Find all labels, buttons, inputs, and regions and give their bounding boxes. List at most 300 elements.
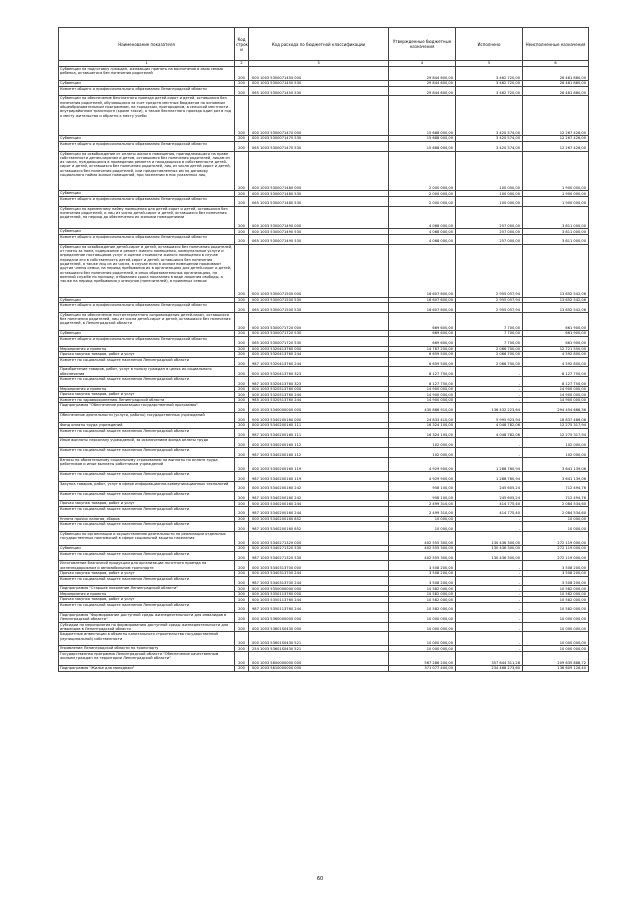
indicator-name-cell: Комитет по социальной защите населения Ленинградской области — [59, 472, 235, 482]
budget-code-cell: 065 1003 5300071450 530 — [249, 86, 389, 96]
budget-code-cell: 065 1003 5300071500 530 — [249, 303, 389, 313]
remaining-amount-cell: 10 582 000,00 — [523, 591, 589, 597]
executed-amount-cell: 5 995 923,94 — [456, 413, 523, 423]
table-body — [59, 67, 589, 672]
remaining-amount-cell: 294 454 686,36 — [523, 403, 589, 413]
approved-amount-cell: 2 499 310,00 — [389, 506, 456, 516]
executed-amount-cell: 3 462 720,00 — [456, 67, 523, 81]
indicator-name-cell: Комитет по социальной защите населения Ленинградской области — [59, 428, 235, 438]
indicator-name-cell: Прочая закупка товаров, работ и услуг — [59, 352, 235, 358]
approved-amount-cell: 29 844 600,00 — [389, 67, 456, 81]
remaining-amount-cell: 1 900 000,00 — [523, 151, 589, 191]
indicator-name-cell: Комитет по социальной защите населения Ленинградской области — [59, 491, 235, 501]
indicator-name-cell: Субвенции — [59, 229, 235, 235]
budget-code-cell: 987 1003 5340200160 112 — [249, 448, 389, 458]
remaining-amount-cell: 8 127 750,00 — [523, 367, 589, 377]
budget-code-cell: 065 1003 5300071470 530 — [249, 141, 389, 151]
executed-amount-cell: 414 775,40 — [456, 506, 523, 516]
row-code-cell: 200 — [235, 591, 249, 597]
report-sheet — [58, 27, 588, 672]
executed-amount-cell: - — [456, 448, 523, 458]
approved-amount-cell: 10 000 000,00 — [389, 622, 456, 632]
budget-code-cell: 000 1003 5320513760 244 — [249, 392, 389, 398]
budget-code-cell: 987 1003 5320413760 323 — [249, 377, 389, 387]
row-code-cell: 200 — [235, 531, 249, 545]
table-row — [59, 522, 589, 532]
budget-code-cell: 000 1003 53601S0430 521 — [249, 632, 389, 646]
table-row — [59, 457, 589, 471]
remaining-amount-cell: 3 641 139,06 — [523, 457, 589, 471]
approved-amount-cell: 958 100,00 — [389, 491, 456, 501]
approved-amount-cell: 2 000 000,00 — [389, 151, 456, 191]
approved-amount-cell: 15 688 000,00 — [389, 96, 456, 136]
column-number: 4 — [389, 61, 456, 67]
row-code-cell: 200 — [235, 551, 249, 561]
approved-amount-cell: 14 787 250,00 — [389, 346, 456, 352]
budget-code-cell: 000 1003 5340200160 242 — [249, 481, 389, 491]
approved-amount-cell: 10 582 000,00 — [389, 586, 456, 592]
executed-amount-cell: - — [456, 632, 523, 646]
budget-code-cell: 065 1003 5300071720 530 — [249, 336, 389, 346]
executed-amount-cell: - — [456, 397, 523, 403]
executed-amount-cell: 357 644 311,28 — [456, 651, 523, 665]
table-row — [59, 612, 589, 622]
budget-code-cell: 000 1003 5300071720 530 — [249, 331, 389, 337]
remaining-amount-cell: 2 084 534,60 — [523, 506, 589, 516]
column-number: 6 — [523, 61, 589, 67]
remaining-amount-cell: 10 000 000,00 — [523, 632, 589, 646]
table-row — [59, 531, 589, 545]
table-row — [59, 506, 589, 516]
table-row — [59, 438, 589, 448]
executed-amount-cell: 136 432 223,64 — [456, 403, 523, 413]
indicator-name-cell: Изготовление бланочной продукции для организации льготного проезда на железнодорожном и автомобильном транспорте — [59, 561, 235, 571]
approved-amount-cell: 10 000,00 — [389, 516, 456, 522]
budget-execution-table — [58, 27, 589, 672]
approved-amount-cell: 4 929 900,00 — [389, 457, 456, 471]
remaining-amount-cell: 10 000 000,00 — [523, 622, 589, 632]
row-code-cell: 200 — [235, 403, 249, 413]
remaining-amount-cell: 102 000,00 — [523, 438, 589, 448]
budget-code-cell: 000 1003 5360000000 000 — [249, 612, 389, 622]
remaining-amount-cell: 13 652 542,06 — [523, 297, 589, 303]
executed-amount-cell: 234 468 273,60 — [456, 666, 523, 672]
budget-code-cell: 000 1003 5340271320 530 — [249, 546, 389, 552]
row-code-cell: 200 — [235, 413, 249, 423]
table-row — [59, 561, 589, 571]
budget-code-cell: 000 1003 5300071480 000 — [249, 151, 389, 191]
budget-code-cell: 000 1003 5300071470 000 — [249, 96, 389, 136]
executed-amount-cell: 257 000,00 — [456, 234, 523, 244]
row-code-cell: 200 — [235, 234, 249, 244]
executed-amount-cell: - — [456, 516, 523, 522]
row-code-cell: 200 — [235, 136, 249, 142]
budget-code-cell: 000 1003 5340271320 000 — [249, 531, 389, 545]
indicator-name-cell: Взносы по обязательному социальному страхованию на выплаты по оплате труда работников и иные выплаты работникам учреждений — [59, 457, 235, 471]
executed-amount-cell: 2 066 700,00 — [456, 346, 523, 352]
remaining-amount-cell: 10 000,00 — [523, 522, 589, 532]
executed-amount-cell: - — [456, 586, 523, 592]
indicator-name-cell: Закупка товаров, работ, услуг в сфере информационно-коммуникационных технологий — [59, 481, 235, 491]
remaining-amount-cell: 4 592 800,00 — [523, 357, 589, 367]
indicator-name-cell: Прочая закупка товаров, работ и услуг — [59, 501, 235, 507]
remaining-amount-cell: 10 000,00 — [523, 516, 589, 522]
table-row — [59, 67, 589, 81]
indicator-name-cell: Комитет общего и профессионального образования Ленинградской области — [59, 234, 235, 244]
remaining-amount-cell: 12 267 426,00 — [523, 96, 589, 136]
column-number: 5 — [456, 61, 523, 67]
indicator-name-cell: Комитет общего и профессионального образования Ленинградской области — [59, 196, 235, 206]
table-row — [59, 357, 589, 367]
indicator-name-cell: Комитет общего и профессионального образования Ленинградской области — [59, 336, 235, 346]
budget-code-cell: 987 1003 5340200160 111 — [249, 428, 389, 438]
remaining-amount-cell: 14 900 000,00 — [523, 397, 589, 403]
indicator-name-cell: Мероприятия и проекты — [59, 346, 235, 352]
executed-amount-cell: - — [456, 438, 523, 448]
header-executed: Исполнено — [456, 28, 523, 61]
indicator-name-cell: Комитет по социальной защите населения Ленинградской области — [59, 506, 235, 516]
budget-code-cell: 000 1003 5340000000 000 — [249, 403, 389, 413]
budget-code-cell: 987 1003 5350113760 244 — [249, 602, 389, 612]
row-code-cell: 200 — [235, 244, 249, 297]
remaining-amount-cell: 3 641 139,06 — [523, 472, 589, 482]
row-code-cell: 200 — [235, 646, 249, 652]
approved-amount-cell: 16 324 100,00 — [389, 423, 456, 429]
budget-code-cell: 987 1003 5340200160 119 — [249, 472, 389, 482]
row-code-cell: 200 — [235, 386, 249, 392]
approved-amount-cell: 430 886 910,00 — [389, 403, 456, 413]
remaining-amount-cell: 13 652 542,06 — [523, 244, 589, 297]
budget-code-cell: 000 1003 5300071500 530 — [249, 297, 389, 303]
row-code-cell: 200 — [235, 67, 249, 81]
approved-amount-cell: 16 324 100,00 — [389, 428, 456, 438]
row-code-cell: 200 — [235, 561, 249, 571]
executed-amount-cell: - — [456, 386, 523, 392]
row-code-cell: 200 — [235, 81, 249, 87]
table-row — [59, 336, 589, 346]
approved-amount-cell: 669 600,00 — [389, 312, 456, 330]
executed-amount-cell: 245 605,24 — [456, 491, 523, 501]
row-code-cell: 200 — [235, 651, 249, 665]
approved-amount-cell: 6 659 500,00 — [389, 357, 456, 367]
indicator-name-cell: Подпрограмма "Формирование доступной среды жизнедеятельности для инвалидов в Ленинградской области" — [59, 612, 235, 622]
row-code-cell: 200 — [235, 632, 249, 646]
executed-amount-cell: 2 955 057,94 — [456, 303, 523, 313]
remaining-amount-cell: 26 481 880,00 — [523, 67, 589, 81]
indicator-name-cell: Фонд оплаты труда учреждений — [59, 423, 235, 429]
remaining-amount-cell: 26 481 880,00 — [523, 81, 589, 87]
budget-code-cell: 000 1003 5300071500 000 — [249, 244, 389, 297]
indicator-name-cell: Подпрограмма "Старшее поколение Ленинградской области" — [59, 586, 235, 592]
column-number: 3 — [249, 61, 389, 67]
row-code-cell: 200 — [235, 357, 249, 367]
approved-amount-cell: 2 000 000,00 — [389, 196, 456, 206]
row-code-cell: 200 — [235, 86, 249, 96]
row-code-cell: 200 — [235, 546, 249, 552]
table-row — [59, 602, 589, 612]
row-code-cell: 200 — [235, 352, 249, 358]
remaining-amount-cell: 10 582 000,00 — [523, 597, 589, 603]
executed-amount-cell: 257 000,00 — [456, 229, 523, 235]
indicator-name-cell: Субвенции — [59, 136, 235, 142]
budget-code-cell: 000 1003 5340200160 111 — [249, 423, 389, 429]
row-code-cell: 200 — [235, 423, 249, 429]
budget-code-cell: 000 1003 5350000000 000 — [249, 586, 389, 592]
table-header — [59, 28, 589, 67]
indicator-name-cell: Комитет общего и профессионального образования Ленинградской области — [59, 141, 235, 151]
row-code-cell: 200 — [235, 491, 249, 501]
table-row — [59, 244, 589, 297]
executed-amount-cell: 130 436 300,00 — [456, 531, 523, 545]
executed-amount-cell: 7 700,00 — [456, 312, 523, 330]
executed-amount-cell: 257 000,00 — [456, 206, 523, 229]
remaining-amount-cell: 272 119 000,00 — [523, 551, 589, 561]
indicator-name-cell: Уплата прочих налогов, сборов — [59, 516, 235, 522]
table-row — [59, 666, 589, 672]
header-approved-appropriations: Утвержденные бюджетные назначения — [389, 28, 456, 61]
indicator-name-cell: Субвенции — [59, 331, 235, 337]
executed-amount-cell: 100 000,00 — [456, 196, 523, 206]
table-row — [59, 367, 589, 377]
indicator-name-cell: Субвенции по временному найму помещения для детей-сирот и детей, оставшихся без попечения родителей, и лиц из числа детей-сирот и детей, оставшихся без попечения родителей, на период до обеспечения их жилыми помещениями — [59, 206, 235, 229]
approved-amount-cell: 16 607 600,00 — [389, 244, 456, 297]
remaining-amount-cell: 272 119 000,00 — [523, 531, 589, 545]
executed-amount-cell: 7 700,00 — [456, 331, 523, 337]
indicator-name-cell: Субвенции — [59, 297, 235, 303]
approved-amount-cell: 14 900 000,00 — [389, 397, 456, 403]
remaining-amount-cell: 10 582 000,00 — [523, 586, 589, 592]
executed-amount-cell: - — [456, 622, 523, 632]
budget-code-cell: 065 1003 5300071480 530 — [249, 196, 389, 206]
row-code-cell: 200 — [235, 457, 249, 471]
row-code-cell: 200 — [235, 522, 249, 532]
header-budget-classification-code: Код расхода по бюджетной классификации — [249, 28, 389, 61]
remaining-amount-cell: 18 837 486,06 — [523, 413, 589, 423]
executed-amount-cell: 3 462 720,00 — [456, 86, 523, 96]
row-code-cell: 200 — [235, 346, 249, 352]
approved-amount-cell: 402 555 300,00 — [389, 531, 456, 545]
row-code-cell: 200 — [235, 501, 249, 507]
approved-amount-cell: 29 844 600,00 — [389, 86, 456, 96]
approved-amount-cell: 16 607 600,00 — [389, 297, 456, 303]
approved-amount-cell: 15 688 000,00 — [389, 141, 456, 151]
row-code-cell: 200 — [235, 438, 249, 448]
approved-amount-cell: 402 555 300,00 — [389, 546, 456, 552]
page-number: 60 — [316, 876, 324, 882]
column-number: 2 — [235, 61, 249, 67]
budget-code-cell: 987 1003 5340200160 244 — [249, 506, 389, 516]
budget-code-cell: 987 1003 5340200160 852 — [249, 522, 389, 532]
header-row-code: Код строк и — [235, 28, 249, 61]
indicator-name-cell: Бюджетные инвестиции в объекты капитального строительства государственной (муниципальной) собственности — [59, 632, 235, 646]
row-code-cell: 200 — [235, 586, 249, 592]
indicator-name-cell: Иные выплаты персоналу учреждений, за исключением фонда оплаты труда — [59, 438, 235, 448]
budget-code-cell: 985 1003 5320513760 244 — [249, 397, 389, 403]
row-code-cell: 200 — [235, 336, 249, 346]
executed-amount-cell: 3 462 720,00 — [456, 81, 523, 87]
approved-amount-cell: 10 000,00 — [389, 522, 456, 532]
executed-amount-cell: 2 955 057,94 — [456, 244, 523, 297]
indicator-name-cell: Комитет по социальной защите населения Ленинградской области — [59, 448, 235, 458]
executed-amount-cell: - — [456, 392, 523, 398]
row-code-cell: 200 — [235, 576, 249, 586]
table-row — [59, 428, 589, 438]
row-code-cell: 200 — [235, 303, 249, 313]
indicator-name-cell: Комитет по здравоохранению Ленинградской области — [59, 397, 235, 403]
budget-code-cell: 000 1003 5340200160 000 — [249, 413, 389, 423]
approved-amount-cell: 567 286 200,00 — [389, 651, 456, 665]
approved-amount-cell: 14 900 000,00 — [389, 392, 456, 398]
executed-amount-cell: 2 955 057,94 — [456, 297, 523, 303]
executed-amount-cell: 100 000,00 — [456, 191, 523, 197]
executed-amount-cell: 1 288 760,94 — [456, 457, 523, 471]
column-number: 1 — [59, 61, 235, 67]
executed-amount-cell: 245 605,24 — [456, 481, 523, 491]
budget-code-cell: 000 1003 5350113760 000 — [249, 591, 389, 597]
remaining-amount-cell: 13 652 542,06 — [523, 303, 589, 313]
remaining-amount-cell: 10 582 000,00 — [523, 602, 589, 612]
row-code-cell: 200 — [235, 506, 249, 516]
header-unexecuted-appropriations: Неисполненные назначения — [523, 28, 589, 61]
approved-amount-cell: 4 068 000,00 — [389, 234, 456, 244]
indicator-name-cell: Комитет общего и профессионального образования Ленинградской области — [59, 86, 235, 96]
row-code-cell: 200 — [235, 229, 249, 235]
approved-amount-cell: 402 555 300,00 — [389, 551, 456, 561]
table-row — [59, 622, 589, 632]
remaining-amount-cell: 1 900 000,00 — [523, 191, 589, 197]
executed-amount-cell: 2 066 700,00 — [456, 357, 523, 367]
budget-code-cell: 000 1003 5320513760 000 — [249, 386, 389, 392]
remaining-amount-cell: 661 900,00 — [523, 336, 589, 346]
remaining-amount-cell: 272 119 000,00 — [523, 546, 589, 552]
remaining-amount-cell: 3 811 000,00 — [523, 206, 589, 229]
budget-code-cell: 000 1003 5300071480 530 — [249, 191, 389, 197]
table-row — [59, 472, 589, 482]
approved-amount-cell: 4 068 000,00 — [389, 229, 456, 235]
budget-code-cell: 987 1003 5320413760 244 — [249, 357, 389, 367]
table-row — [59, 481, 589, 491]
indicator-name-cell: Субсидии на мероприятия по формированию доступной среды жизнедеятельности для инвалидов в Ленинградской области — [59, 622, 235, 632]
executed-amount-cell: 3 420 574,00 — [456, 136, 523, 142]
remaining-amount-cell: 12 267 426,00 — [523, 141, 589, 151]
indicator-name-cell: Субвенции — [59, 81, 235, 87]
row-code-cell: 200 — [235, 571, 249, 577]
remaining-amount-cell: 10 000 000,00 — [523, 612, 589, 622]
indicator-name-cell: Обеспечение деятельности (услуги, работы) государственных учреждений — [59, 413, 235, 423]
remaining-amount-cell: 12 267 426,00 — [523, 136, 589, 142]
approved-amount-cell: 371 077 400,00 — [389, 666, 456, 672]
executed-amount-cell: - — [456, 576, 523, 586]
remaining-amount-cell: 3 508 200,00 — [523, 571, 589, 577]
indicator-name-cell: Субвенции на обеспечение бесплатного проезда детей-сирот и детей, оставшихся без попечения родителей, обучающихся за счет средств местных бюджетов по основным общеобразовательным программам, на городском, пригородном, в сельской местности - внутрирайонном транспорте (кроме такси), а также бесплатного проезда один раз в год к месту жительства и обратно к месту учебы — [59, 96, 235, 136]
executed-amount-cell: - — [456, 646, 523, 652]
approved-amount-cell: 16 607 600,00 — [389, 303, 456, 313]
table-row — [59, 377, 589, 387]
indicator-name-cell: Комитет по социальной защите населения Ленинградской области — [59, 576, 235, 586]
remaining-amount-cell: 3 811 000,00 — [523, 229, 589, 235]
row-code-cell: 200 — [235, 331, 249, 337]
row-code-cell: 200 — [235, 367, 249, 377]
budget-code-cell: 000 1003 5340200160 119 — [249, 457, 389, 471]
approved-amount-cell: 10 000 000,00 — [389, 612, 456, 622]
executed-amount-cell: - — [456, 591, 523, 597]
remaining-amount-cell: 209 635 888,72 — [523, 651, 589, 665]
remaining-amount-cell: 661 900,00 — [523, 312, 589, 330]
executed-amount-cell: 7 700,00 — [456, 336, 523, 346]
row-code-cell: 200 — [235, 141, 249, 151]
row-code-cell: 200 — [235, 666, 249, 672]
executed-amount-cell: 414 775,40 — [456, 501, 523, 507]
row-code-cell: 200 — [235, 472, 249, 482]
executed-amount-cell: 4 048 782,06 — [456, 423, 523, 429]
budget-code-cell: 000 1003 5300071490 000 — [249, 206, 389, 229]
approved-amount-cell: 102 000,00 — [389, 438, 456, 448]
indicator-name-cell: Субвенции по организации и осуществлению деятельности по реализации отдельных государственных полномочий в сфере социальной защиты населения — [59, 531, 235, 545]
approved-amount-cell: 4 929 900,00 — [389, 472, 456, 482]
table-row — [59, 86, 589, 96]
remaining-amount-cell: 661 900,00 — [523, 331, 589, 337]
indicator-name-cell: Комитет по социальной защите населения Ленинградской области — [59, 377, 235, 387]
remaining-amount-cell: 8 127 750,00 — [523, 377, 589, 387]
table-row — [59, 448, 589, 458]
approved-amount-cell: 10 582 000,00 — [389, 602, 456, 612]
approved-amount-cell: 24 833 410,00 — [389, 413, 456, 423]
table-row — [59, 303, 589, 313]
approved-amount-cell: 15 688 000,00 — [389, 136, 456, 142]
row-code-cell: 200 — [235, 312, 249, 330]
remaining-amount-cell: 14 900 000,00 — [523, 392, 589, 398]
indicator-name-cell: Мероприятия и проекты — [59, 386, 235, 392]
indicator-name-cell: Управление Ленинградской области по транспорту — [59, 646, 235, 652]
budget-code-cell: 254 1003 53601S0430 521 — [249, 646, 389, 652]
row-code-cell: 200 — [235, 392, 249, 398]
remaining-amount-cell: 26 481 880,00 — [523, 86, 589, 96]
budget-code-cell: 000 1003 5300071490 530 — [249, 229, 389, 235]
executed-amount-cell: - — [456, 377, 523, 387]
row-code-cell: 200 — [235, 196, 249, 206]
row-code-cell: 200 — [235, 481, 249, 491]
row-code-cell: 200 — [235, 206, 249, 229]
indicator-name-cell: Субвенции на освобождение детей-сирот и детей, оставшихся без попечения родителей, от платы за наем, содержание и ремонт жилого помещения, коммунальные услуги и определение поставщиков услуг и оценке стоимости жилого помещения в случае передачи его в собственность детей-сирот и детей, оставшихся без попечения родителей, а также лиц из их числа, в случае если в жилом помещении проживают другие члены семьи, на период пребывания их в организациях для детей-сирот и детей, оставшихся без попечения родителей, в иных образовательных организациях, на военной службе по призыву, отбывания срока наказания в виде лишения свободы, а также на период пребывания у опекунов (попечителей), в приемных семьях — [59, 244, 235, 297]
approved-amount-cell: 669 600,00 — [389, 331, 456, 337]
indicator-name-cell: Мероприятия и проекты — [59, 591, 235, 597]
budget-code-cell: 000 1003 5320413760 000 — [249, 346, 389, 352]
remaining-amount-cell: 3 811 000,00 — [523, 234, 589, 244]
table-row — [59, 196, 589, 206]
approved-amount-cell: 8 127 750,00 — [389, 377, 456, 387]
executed-amount-cell: 2 066 700,00 — [456, 352, 523, 358]
indicator-name-cell: Подпрограмма "Обеспечение реализации государственной программы" — [59, 403, 235, 413]
executed-amount-cell: 100 000,00 — [456, 151, 523, 191]
approved-amount-cell: 958 100,00 — [389, 481, 456, 491]
table-row — [59, 206, 589, 229]
budget-code-cell: 987 1003 5340313700 244 — [249, 576, 389, 586]
remaining-amount-cell: 1 900 000,00 — [523, 196, 589, 206]
indicator-name-cell: Прочая закупка товаров, работ и услуг — [59, 597, 235, 603]
approved-amount-cell: 102 000,00 — [389, 448, 456, 458]
budget-code-cell: 000 1003 5320413760 323 — [249, 367, 389, 377]
table-row — [59, 234, 589, 244]
indicator-name-cell: Комитет по социальной защите населения Ленинградской области — [59, 602, 235, 612]
row-code-cell: 200 — [235, 151, 249, 191]
executed-amount-cell: 1 288 760,94 — [456, 472, 523, 482]
budget-code-cell: 000 1003 5300071450 000 — [249, 67, 389, 81]
row-code-cell: 200 — [235, 397, 249, 403]
budget-code-cell: 000 1003 5340313700 000 — [249, 561, 389, 571]
remaining-amount-cell: 712 494,76 — [523, 481, 589, 491]
table-row — [59, 312, 589, 330]
indicator-name-cell: Подпрограмма "Жилье для молодежи" — [59, 666, 235, 672]
